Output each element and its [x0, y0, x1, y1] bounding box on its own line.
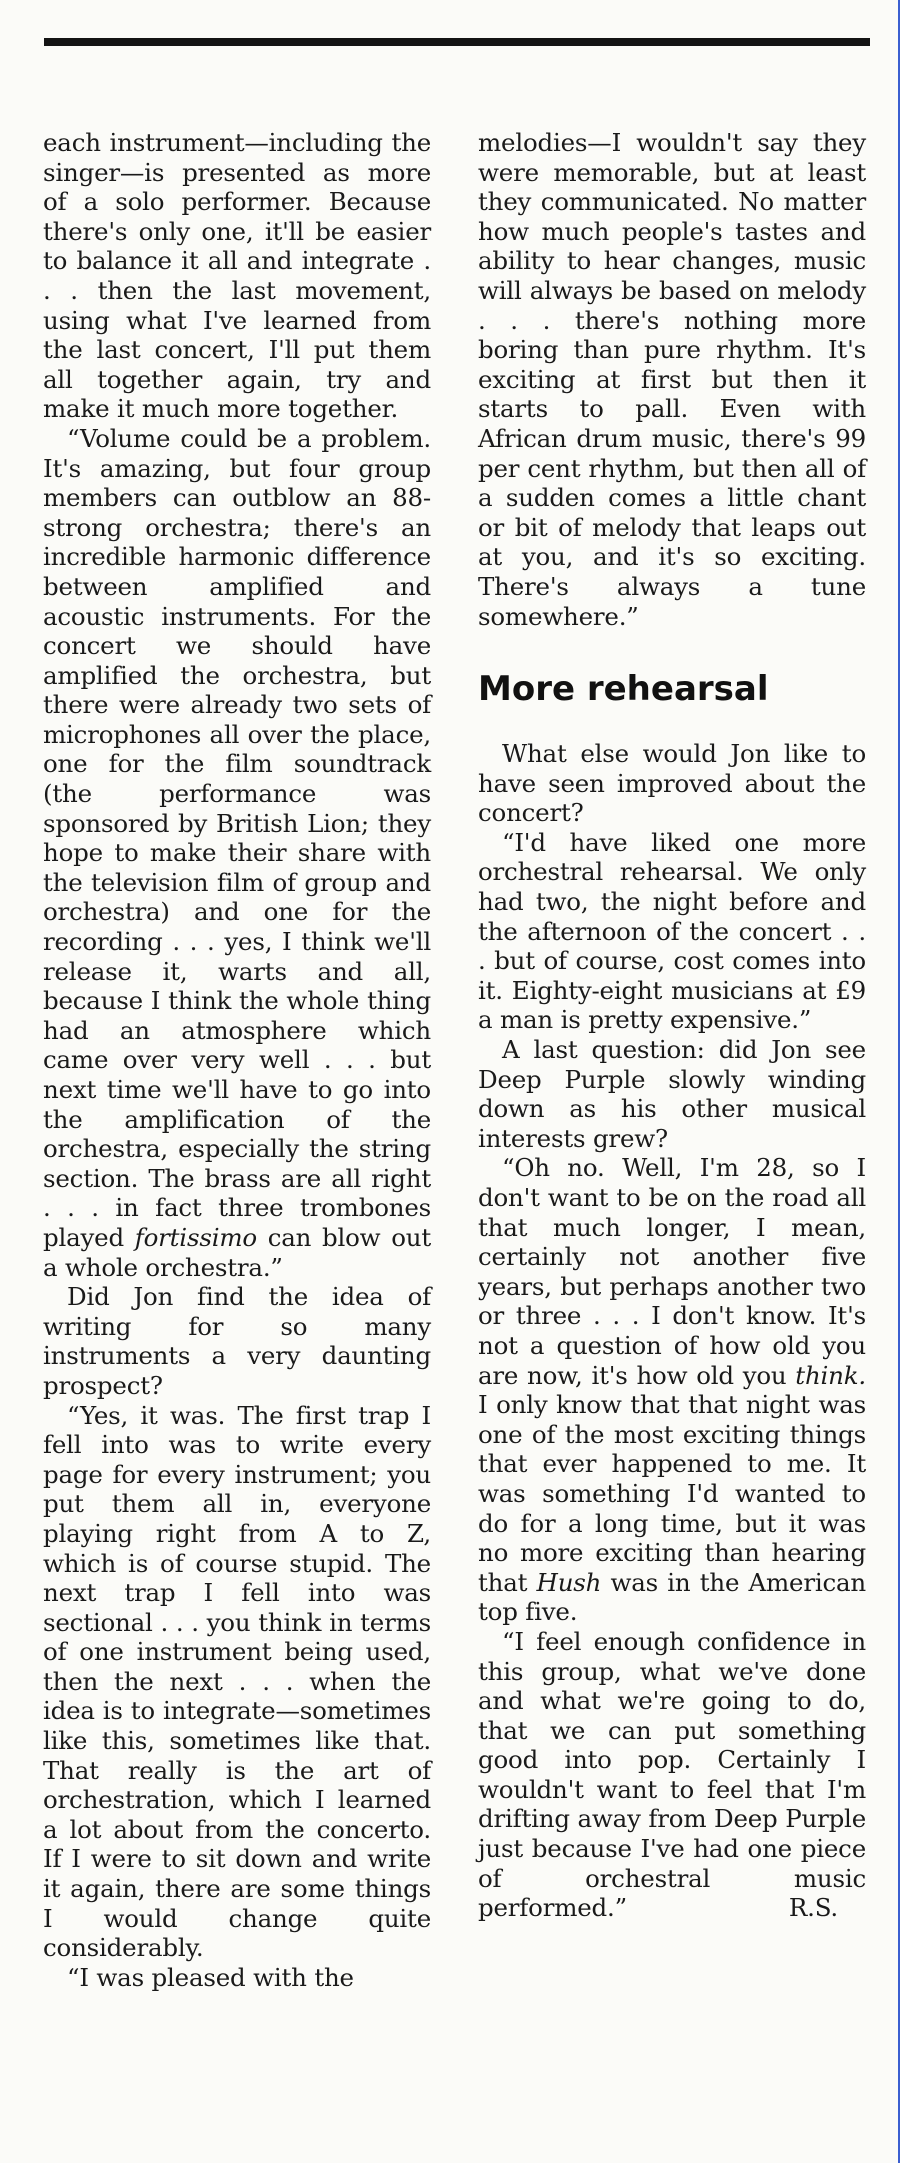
top-rule — [44, 38, 870, 46]
section-subheading: More rehearsal — [478, 669, 769, 710]
paragraph — [478, 1627, 866, 1923]
paragraph-text: “Volume could be a problem. It's amazing, but four group members can outblow an 88-strong orchestra; there's an incredible harmonic difference between amplified and acoustic instruments. For the concert we should have amplified the orchestra, but there were already two sets of microphones all over the place, one for the film soundtrack (the performance was sponsored by British Lion; they hope to make their share with the television film of group and orchestra) and one for the recording . . . yes, I think we'll release it, warts and all, because I think the whole thing had an atmosphere which came over very well . . . but next time we'll have to go into the amplification of the orchestra, especially the string section. The brass are all right . . . in fact three trombones played — [43, 423, 431, 1252]
paragraph: What else would Jon like to have seen improved about the concert? — [478, 739, 866, 828]
paragraph: Did Jon find the idea of writing for so many instruments a very daunting prospect? — [43, 1282, 431, 1400]
paragraph-text: “I feel enough confidence in this group, what we've done and what we're going to do, that we can put something good into pop. Certainly I wouldn't want to feel that I'm drifting away from Deep Purple just because I've had one piece of orchestral music performed.” — [478, 1626, 866, 1923]
paragraph: “I was pleased with the — [67, 1962, 354, 1992]
italic-term: think. — [795, 1360, 866, 1390]
paragraph-text: was in the American top five. — [478, 1567, 866, 1627]
right-column — [478, 128, 866, 1923]
italic-term: fortissimo — [134, 1222, 257, 1252]
author-byline: R.S. — [788, 1893, 838, 1923]
paragraph — [43, 424, 431, 1282]
paragraph: “I'd have liked one more orchestral rehearsal. We only had two, the night before and the afternoon of the concert . . . but of course, cost comes into it. Eighty-eight musicians at £9 a man is pretty expensive.” — [478, 827, 866, 1035]
paragraph: melodies—I wouldn't say they were memorable, but at least they communicated. No matter how much people's tastes and ability to hear changes, music will always be based on melody . . . there's nothing more boring than pure rhythm. It's exciting at first but then it starts to pall. Even with African drum music, there's 99 per cent rhythm, but then all of a sudden comes a little chant or bit of melody that leaps out at you, and it's so exciting. There's always a tune somewhere.” — [478, 128, 866, 631]
paragraph: “Yes, it was. The first trap I fell into was to write every page for every instrument; you put them all in, everyone playing right from A to Z, which is of course stupid. The next trap I fell into was sectional . . . you think in terms of one instrument being used, then the next . . . when the idea is to integrate—sometimes like this, sometimes like that. That really is the art of orchestration, which I learned a lot about from the concerto. If I were to sit down and write it again, there are some things I would change quite considerably. — [43, 1400, 431, 1963]
paragraph: A last question: did Jon see Deep Purple slowly winding down as his other musical interests grew? — [478, 1035, 866, 1153]
paragraph-text: I only know that that night was one of the most exciting things that ever happened to me. It was something I'd wanted to do for a long time, but it was no more exciting than hearing that — [478, 1390, 866, 1597]
paragraph-text: can blow out a whole orchestra.” — [43, 1222, 431, 1282]
paragraph — [478, 1153, 866, 1627]
italic-title: Hush — [536, 1567, 602, 1597]
left-column — [43, 128, 431, 1992]
paragraph: each instrument—including the singer—is presented as more of a solo performer. Because there's only one, it'll be easier to balance it all and integrate . . . then the last movement, using what I've learned from the last concert, I'll put them all together again, try and make it much more together. — [43, 128, 431, 424]
paragraph-text: “Oh no. Well, I'm 28, so I don't want to be on the road all that much longer, I mean, certainly not another five years, but perhaps another two or three . . . I don't know. It's not a question of how old you are now, it's how old you — [478, 1153, 866, 1390]
